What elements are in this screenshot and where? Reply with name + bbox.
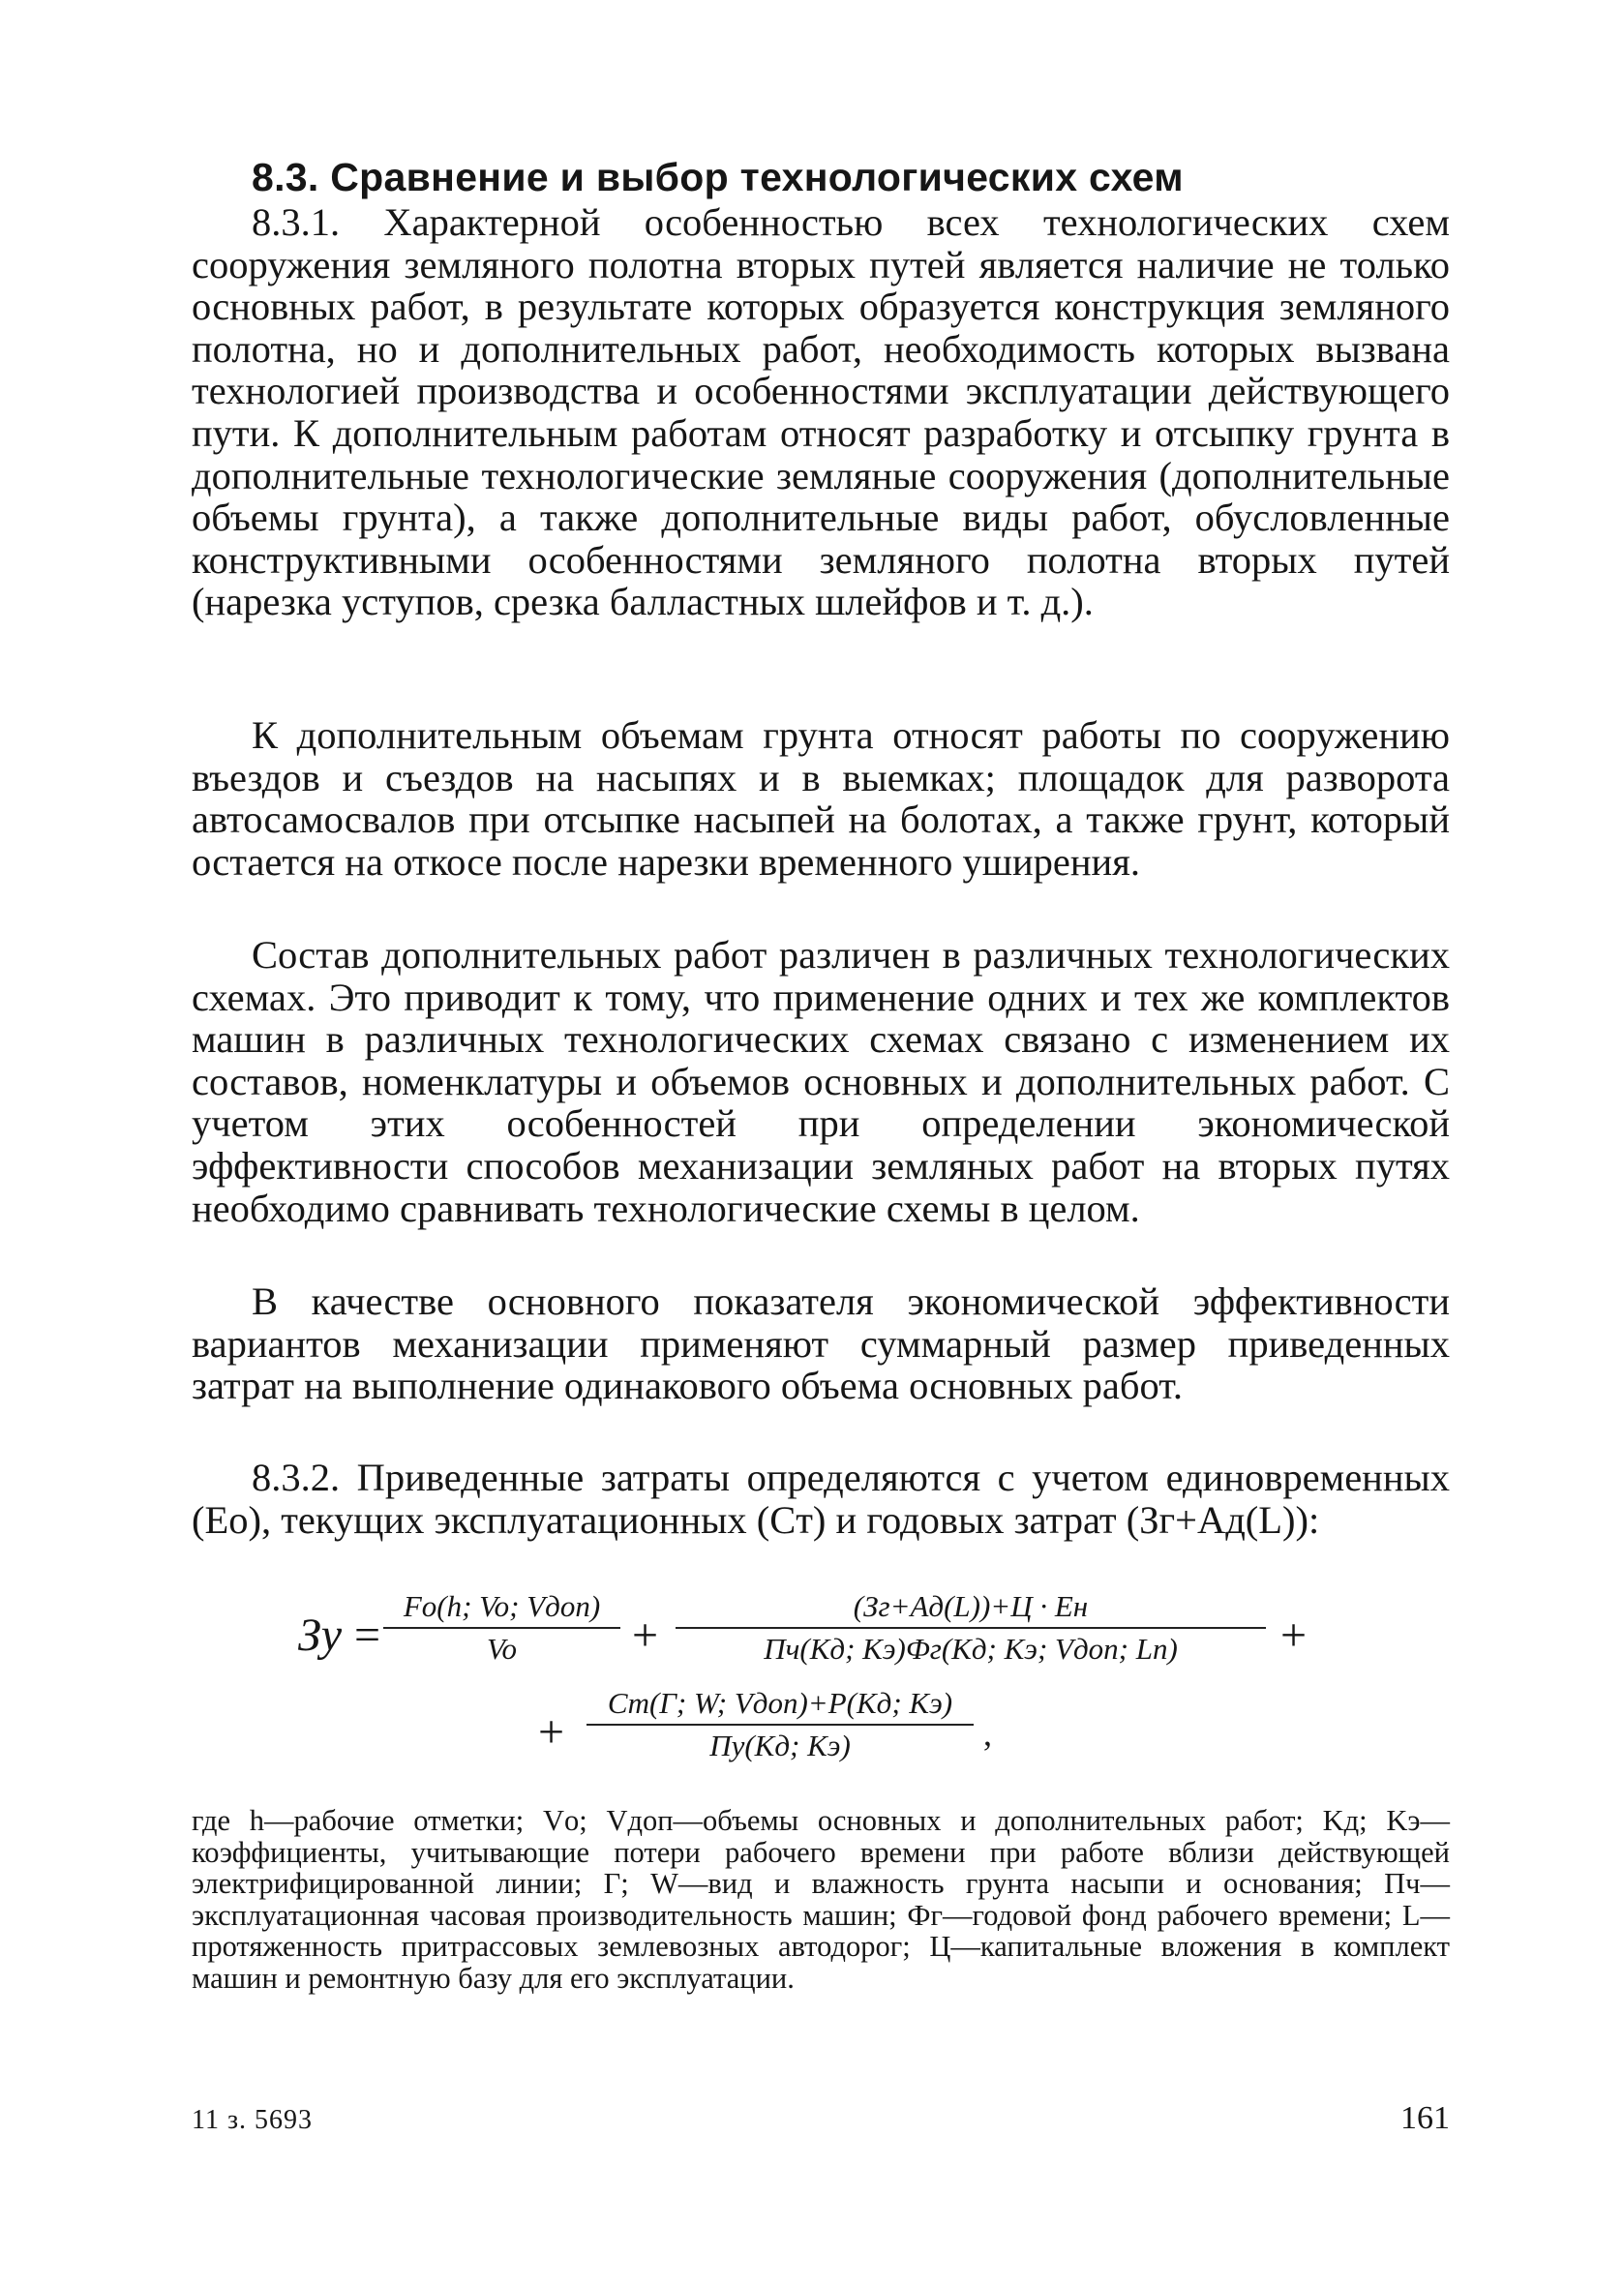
term-1-fraction-bar: [383, 1627, 620, 1629]
term-1-denominator: Vo: [487, 1632, 517, 1666]
formula-plus-2: +: [1280, 1610, 1308, 1661]
paragraph-2: К дополнительным объемам грунта относят работы по сооружению въездов и съездов на насыпях и в выемках; площадок для разворота автосамосвалов при отсыпке насыпей на болотах, а также грунт, который остается на откосе после нарезки временного уширения.: [192, 713, 1450, 884]
page-number: 161: [1400, 2100, 1450, 2136]
term-2-numerator: (Зг+Aд(L))+Ц · Eн: [853, 1589, 1089, 1623]
term-3-denominator: Пу(Kд; Kэ): [709, 1729, 851, 1762]
paragraph-5: 8.3.2. Приведенные затраты определяются с учетом единовременных (Eо), текущих эксплуатационных (Cт) и годовых затрат (Зг+Aд(L)):: [192, 1456, 1450, 1542]
term-3-fraction-bar: [586, 1724, 974, 1726]
printer-signature: 11 з. 5693: [192, 2105, 314, 2135]
paragraph-4: В качестве основного показателя экономической эффективности вариантов механизации применяют суммарный размер приведенных затрат на выполнение одинакового объема основных работ.: [192, 1279, 1450, 1408]
formula-plus-3: +: [538, 1706, 565, 1758]
term-2-fraction-bar: [676, 1627, 1266, 1629]
paragraph-3: Состав дополнительных работ различен в различных технологических схемах. Это приводит к тому, что применение одних и тех же комплектов машин в различных технологических схемах связано с изменением их составов, номенклатуры и объемов основных и дополнительных работ. С учетом этих особенностей при определении экономической эффективности способов механизации земляных работ на вторых путях необходимо сравнивать технологические схемы в целом.: [192, 933, 1450, 1230]
formula-plus-1: +: [632, 1610, 659, 1661]
formula-lhs: Зу: [298, 1610, 343, 1661]
formula-term-3: [586, 1684, 974, 1765]
paragraph-1: 8.3.1. Характерной особенностью всех технологических схем сооружения земляного полотна вторых путей является наличие не только основных работ, в результате которых образуется конструкция земляного полотна, но и дополнительных работ, необходимость которых вызвана технологией производства и особенностями эксплуатации действующего пути. К дополнительным работам относят разработку и отсыпку грунта в дополнительные технологические земляные сооружения (дополнительные объемы грунта), а также дополнительные виды работ, обусловленные конструктивными особенностями земляного полотна вторых путей (нарезка уступов, срезка балластных шлейфов и т. д.).: [192, 200, 1450, 624]
term-1-numerator: Fo(h; Vo; Vдоп): [403, 1589, 601, 1623]
formula-legend: где h—рабочие отметки; Vо; Vдоп—объемы основных и дополнительных работ; Kд; Kэ—коэффициенты, учитывающие потери рабочего времени при работе вблизи действующей электрифицированной линии; Г; W—вид и влажность грунта насыпи и основания; Пч—эксплуатационная часовая производительность машин; Фг—годовой фонд рабочего времени; L—протяженность притрассовых землевозных автодорог; Ц—капитальные вложения в комплект машин и ремонтную базу для его эксплуатации.: [192, 1804, 1450, 1995]
cost-formula: [192, 1587, 1450, 1800]
formula-term-1: [383, 1587, 620, 1669]
term-3-numerator: Cт(Г; W; Vдоп)+P(Kд; Kэ): [607, 1686, 953, 1720]
section-heading: 8.3. Сравнение и выбор технологических схем: [252, 155, 1184, 199]
term-2-denominator: Пч(Kд; Kэ)Фг(Kд; Kэ; Vдоп; Lп): [764, 1632, 1178, 1666]
formula-equals: =: [354, 1610, 381, 1661]
formula-comma: ,: [983, 1714, 992, 1753]
formula-term-2: [676, 1587, 1266, 1669]
